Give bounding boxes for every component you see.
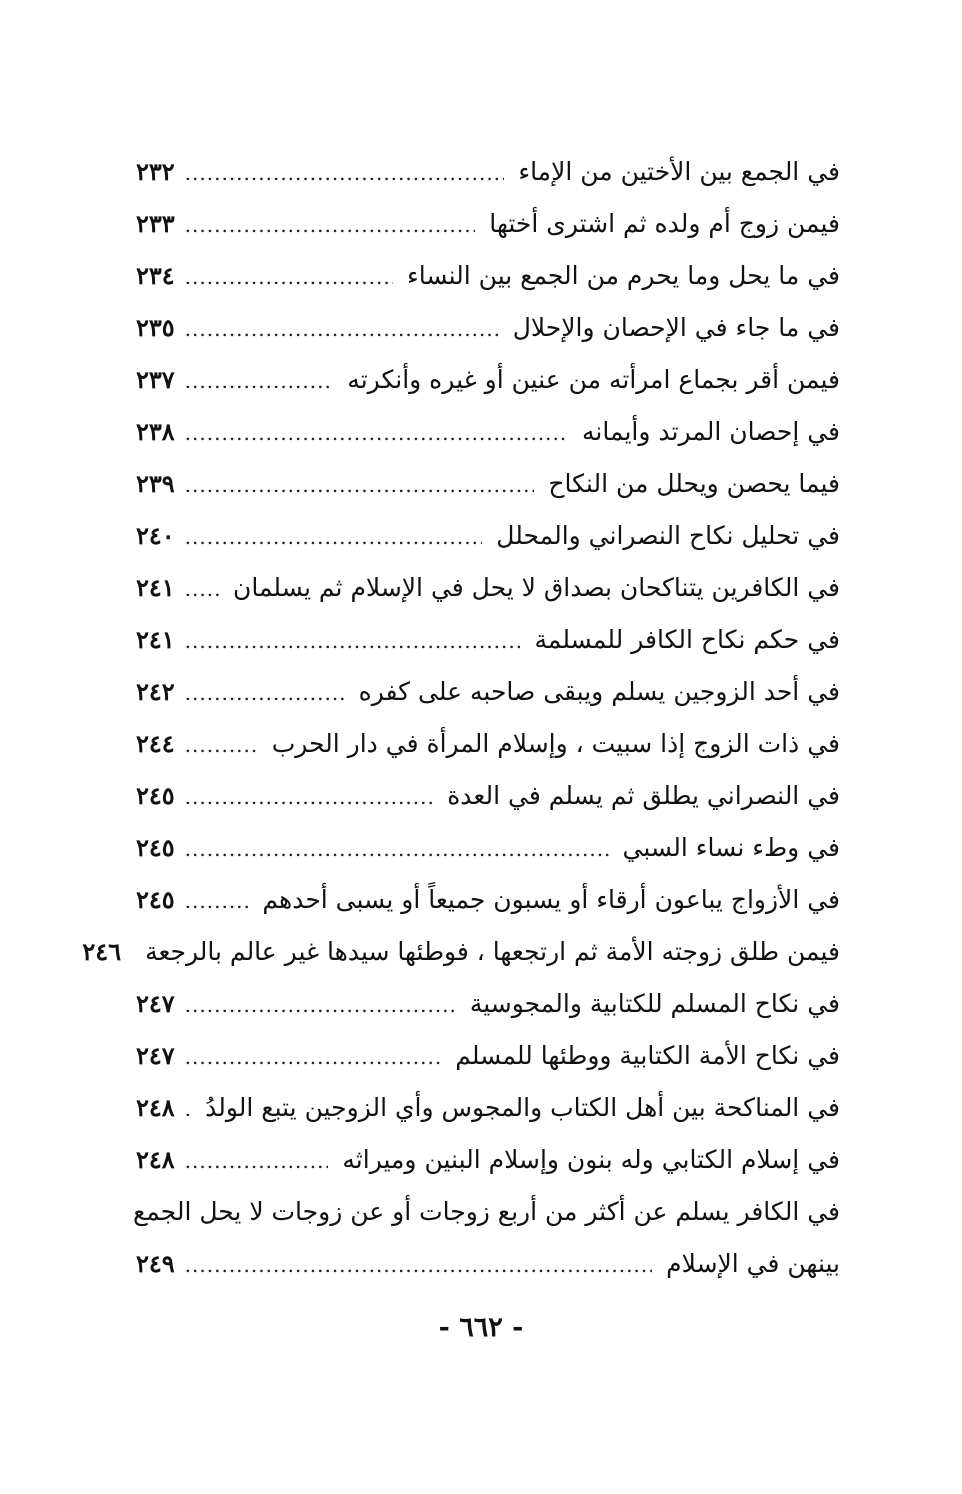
toc-entry xyxy=(136,1134,840,1186)
entry-title: في نكاح الأمة الكتابية ووطئها للمسلم xyxy=(455,1041,840,1070)
entry-title: في المناكحة بين أهل الكتاب والمجوس وأي الزوجين يتبع الولدُ xyxy=(205,1093,840,1122)
entry-page-number: ٢٣٩ xyxy=(136,469,175,498)
toc-entry xyxy=(136,458,840,510)
toc-entry xyxy=(136,874,840,926)
entry-title: بينهن في الإسلام xyxy=(666,1249,840,1278)
leader-dots xyxy=(185,875,249,927)
toc-entry xyxy=(136,562,840,614)
leader-dots xyxy=(185,511,483,563)
entry-page-number: ٢٤١ xyxy=(136,625,175,654)
entry-page-number: ٢٣٢ xyxy=(136,157,175,186)
leader-dots xyxy=(185,667,345,719)
entry-page-number: ٢٤٩ xyxy=(136,1249,175,1278)
toc-entry xyxy=(136,146,840,198)
toc-entry xyxy=(82,926,840,978)
entry-title: في النصراني يطلق ثم يسلم في العدة xyxy=(447,781,840,810)
toc-entry xyxy=(136,614,840,666)
leader-dots xyxy=(185,1031,442,1083)
toc-entry xyxy=(136,1030,840,1082)
entry-title: في الجمع بين الأختين من الإماء xyxy=(518,157,840,186)
leader-dots xyxy=(185,979,456,1031)
entry-page-number: ٢٤٨ xyxy=(136,1093,175,1122)
leader-dots xyxy=(185,407,568,459)
entry-title: في ذات الزوج إذا سبيت ، وإسلام المرأة في دار الحرب xyxy=(271,729,840,758)
entry-page-number: ٢٤٧ xyxy=(136,989,175,1018)
entry-title: في الكافر يسلم عن أكثر من أربع زوجات أو عن زوجات لا يحل الجمع xyxy=(132,1197,840,1226)
leader-dots xyxy=(185,199,476,251)
toc-entry-last-line2 xyxy=(136,1238,840,1290)
entry-page-number: ٢٣٥ xyxy=(136,313,175,342)
table-of-contents xyxy=(82,146,840,1290)
entry-page-number: ٢٤١ xyxy=(136,573,175,602)
toc-entry xyxy=(136,198,840,250)
leader-dots xyxy=(185,147,505,199)
leader-dots xyxy=(185,719,258,771)
entry-page-number: ٢٤٦ xyxy=(82,937,122,966)
entry-page-number: ٢٤٠ xyxy=(136,521,175,550)
entry-page-number: ٢٣٤ xyxy=(136,261,175,290)
leader-dots xyxy=(185,1239,653,1291)
leader-dots xyxy=(185,355,334,407)
toc-entry xyxy=(136,302,840,354)
leader-dots xyxy=(185,303,499,355)
toc-entry xyxy=(136,770,840,822)
entry-title: في إسلام الكتابي وله بنون وإسلام البنين وميراثه xyxy=(342,1145,840,1174)
entry-title: في إحصان المرتد وأيمانه xyxy=(582,417,840,446)
entry-page-number: ٢٤٥ xyxy=(136,885,175,914)
toc-entry xyxy=(136,354,840,406)
leader-dots xyxy=(185,1083,191,1135)
page-number: - ٦٦٢ - xyxy=(438,1312,524,1343)
leader-dots xyxy=(185,823,609,875)
entry-title: في أحد الزوجين يسلم ويبقى صاحبه على كفره xyxy=(358,677,840,706)
entry-page-number: ٢٤٢ xyxy=(136,677,175,706)
toc-entry xyxy=(136,1082,840,1134)
leader-dots xyxy=(185,251,393,303)
toc-entry xyxy=(136,978,840,1030)
entry-title: فيمن طلق زوجته الأمة ثم ارتجعها ، فوطئها سيدها غير عالم بالرجعة xyxy=(145,937,840,966)
toc-entry xyxy=(136,822,840,874)
entry-title: في ما جاء في الإحصان والإحلال xyxy=(512,313,840,342)
entry-title: في ما يحل وما يحرم من الجمع بين النساء xyxy=(406,261,840,290)
toc-entry xyxy=(136,250,840,302)
entry-page-number: ٢٤٨ xyxy=(136,1145,175,1174)
entry-title: في نكاح المسلم للكتابية والمجوسية xyxy=(469,989,840,1018)
entry-page-number: ٢٤٥ xyxy=(136,833,175,862)
leader-dots xyxy=(185,563,219,615)
entry-page-number: ٢٣٣ xyxy=(136,209,175,238)
entry-page-number: ٢٤٧ xyxy=(136,1041,175,1070)
leader-dots xyxy=(185,459,535,511)
toc-entry xyxy=(136,510,840,562)
leader-dots xyxy=(185,615,521,667)
entry-title: فيما يحصن ويحلل من النكاح xyxy=(548,469,840,498)
toc-entry xyxy=(136,666,840,718)
entry-page-number: ٢٣٨ xyxy=(136,417,175,446)
toc-entry xyxy=(136,406,840,458)
entry-title: في حكم نكاح الكافر للمسلمة xyxy=(534,625,840,654)
toc-entry xyxy=(136,718,840,770)
entry-title: فيمن زوج أم ولده ثم اشترى أختها xyxy=(489,209,840,238)
entry-page-number: ٢٤٥ xyxy=(136,781,175,810)
entry-title: في الكافرين يتناكحان بصداق لا يحل في الإسلام ثم يسلمان xyxy=(233,573,840,602)
entry-title: في تحليل نكاح النصراني والمحلل xyxy=(496,521,840,550)
leader-dots xyxy=(185,1135,329,1187)
toc-entry-last-line1 xyxy=(132,1186,840,1238)
entry-page-number: ٢٣٧ xyxy=(136,365,175,394)
entry-title: فيمن أقر بجماع امرأته من عنين أو غيره وأنكرته xyxy=(347,365,840,394)
entry-title: في الأزواج يباعون أرقاء أو يسبون جميعاً أو يسبى أحدهم xyxy=(262,885,840,914)
entry-page-number: ٢٤٤ xyxy=(136,729,175,758)
leader-dots xyxy=(185,771,434,823)
entry-title: في وطء نساء السبي xyxy=(622,833,840,862)
